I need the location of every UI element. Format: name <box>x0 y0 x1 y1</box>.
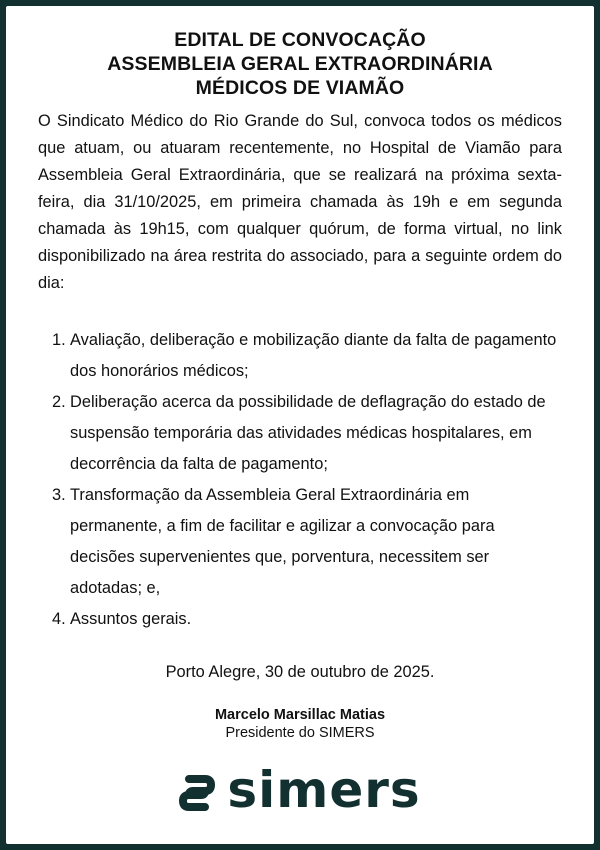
notice-title <box>6 28 594 100</box>
signature-block <box>6 706 594 742</box>
notice-page <box>6 6 594 844</box>
agenda-item-number: 4. <box>52 610 66 628</box>
title-line-2: ASSEMBLEIA GERAL EXTRAORDINÁRIA <box>107 53 493 75</box>
title-line-3: MÉDICOS DE VIAMÃO <box>195 77 405 99</box>
agenda-item-number: 2. <box>52 393 66 411</box>
agenda-item <box>38 387 562 480</box>
place-date: Porto Alegre, 30 de outubro de 2025. <box>165 663 435 681</box>
agenda-item-text: Avaliação, deliberação e mobilização diante da falta de pagamento dos honorários médicos; <box>70 331 557 380</box>
agenda-item <box>38 325 562 387</box>
agenda-item <box>38 480 562 604</box>
agenda-item-text: Deliberação acerca da possibilidade de deflagração do estado de suspensão temporária das atividades médicas hospitalares, em decorrência da falta de pagamento; <box>70 393 546 473</box>
agenda-item <box>38 604 562 635</box>
agenda-item-text: Assuntos gerais. <box>70 610 192 628</box>
simers-mark-icon <box>179 775 215 811</box>
title-line-1: EDITAL DE CONVOCAÇÃO <box>174 29 426 51</box>
agenda-list <box>38 325 562 635</box>
simers-wordmark: simers <box>227 761 421 819</box>
signer-name: Marcelo Marsillac Matias <box>214 707 386 723</box>
signer-role: Presidente do SIMERS <box>225 725 375 741</box>
agenda-item-text: Transformação da Assembleia Geral Extraordinária em permanente, a fim de facilitar e agilizar a convocação para decisões supervenientes que, porventura, necessitem ser adotadas; e, <box>70 486 495 597</box>
intro-paragraph: O Sindicato Médico do Rio Grande do Sul, convoca todos os médicos que atuam, ou atuaram recentemente, no Hospital de Viamão para Assembleia Geral Extraordinária, que se realizará na próxima sexta-feira, dia 31/10/2025, em primeira chamada às 19h e em segunda chamada às 19h15, com qualquer quórum, de forma virtual, no link disponibilizado na área restrita do associado, para a seguinte ordem do dia: <box>38 112 562 292</box>
simers-logo <box>6 761 594 819</box>
agenda-item-number: 3. <box>52 486 66 504</box>
agenda-item-number: 1. <box>52 331 66 349</box>
